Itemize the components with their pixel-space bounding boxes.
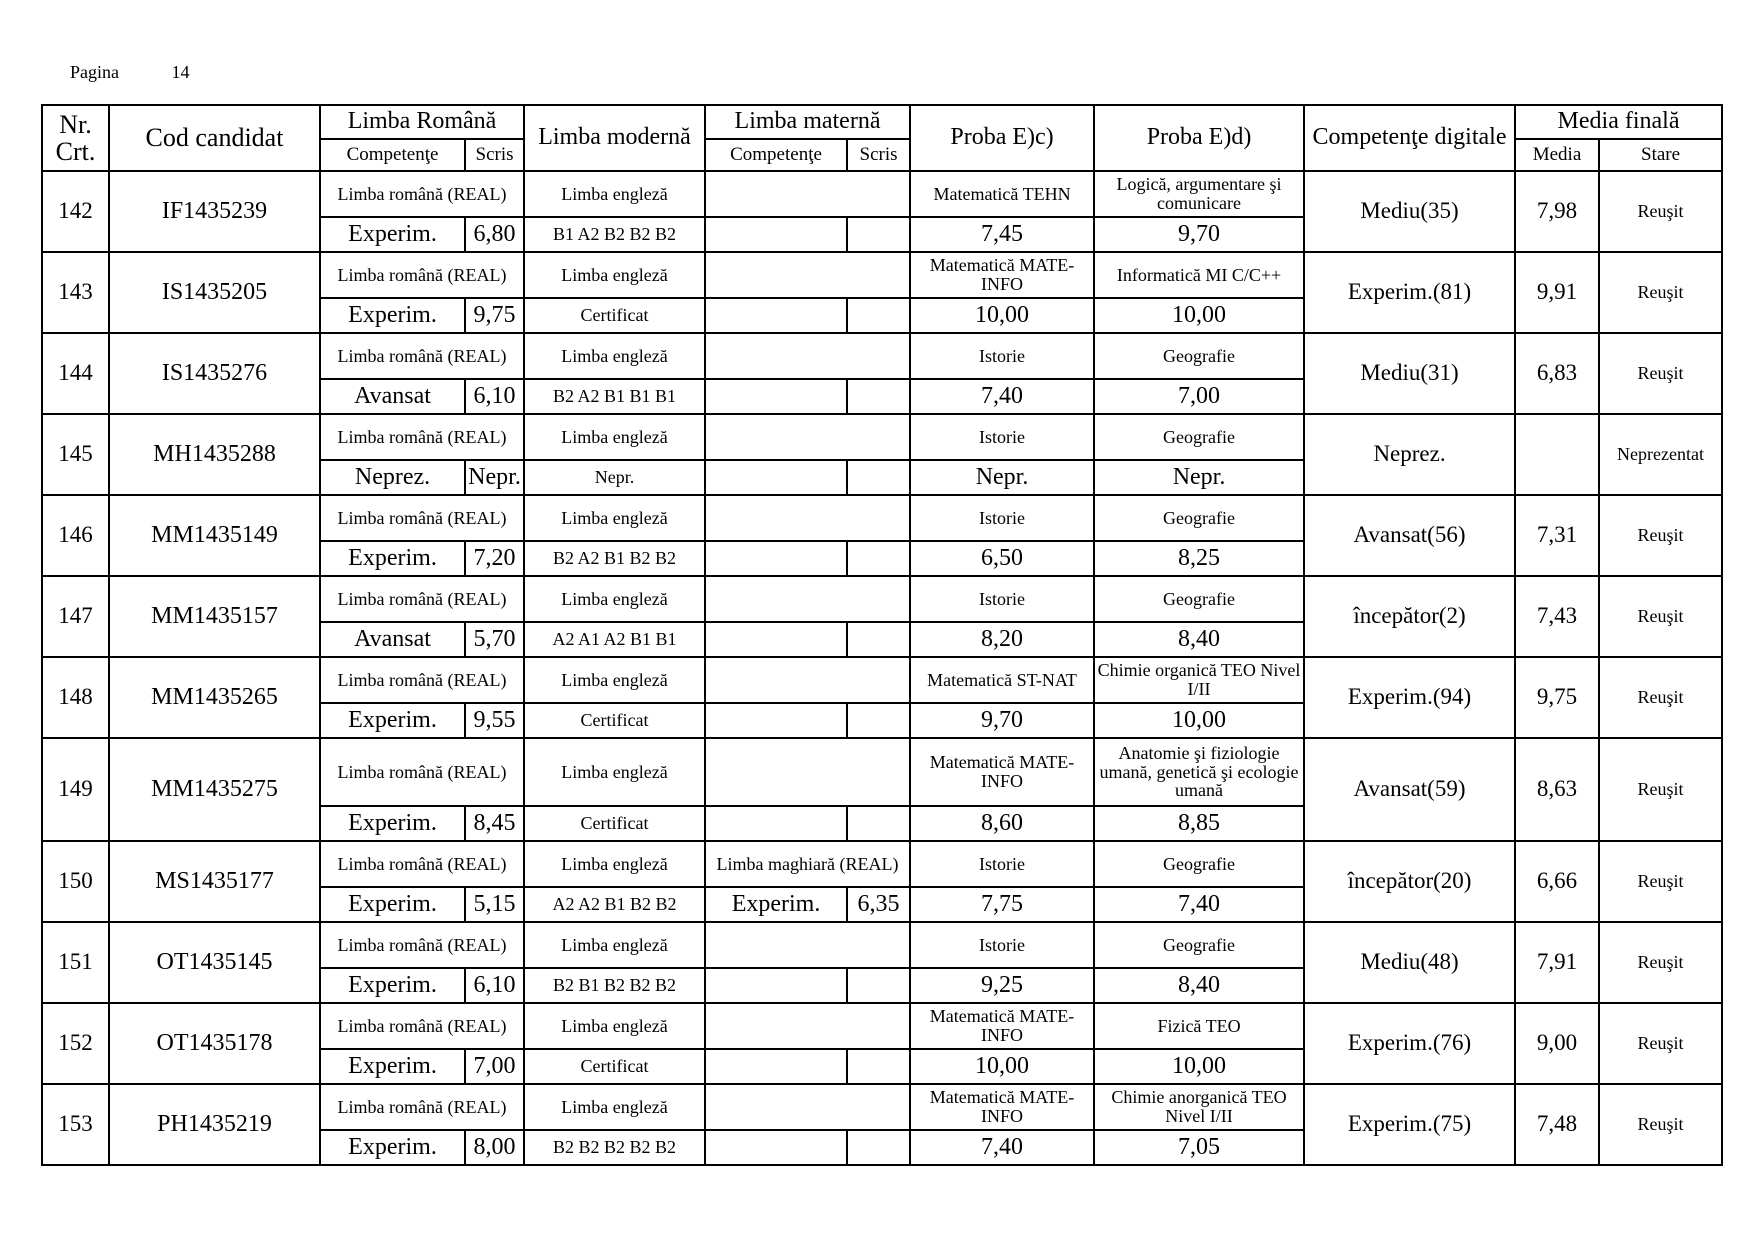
cell-competente-digitale: Mediu(35) [1304, 171, 1515, 252]
cell-lm-result: B2 B1 B2 B2 B2 [524, 968, 705, 1003]
cell-lm-result: Certificat [524, 1049, 705, 1084]
cell-lm-subject: Limba engleză [524, 171, 705, 217]
cell-ec-grade: 8,20 [910, 622, 1094, 657]
cell-mat-subject [705, 1084, 910, 1130]
cell-competente-digitale: începător(2) [1304, 576, 1515, 657]
cell-mat-subject [705, 333, 910, 379]
cell-stare: Reuşit [1599, 171, 1722, 252]
candidate-row [42, 841, 1722, 887]
cell-lm-subject: Limba engleză [524, 922, 705, 968]
candidate-row [42, 333, 1722, 379]
cell-mat-scris: 6,35 [847, 887, 910, 922]
cell-lm-subject: Limba engleză [524, 738, 705, 806]
cell-ed-subject: Anatomie şi fiziologie umană, genetică şi ecologie umană [1094, 738, 1304, 806]
cell-stare: Neprezentat [1599, 414, 1722, 495]
cell-lm-result: A2 A2 B1 B2 B2 [524, 887, 705, 922]
cell-ec-subject: Matematică MATE-INFO [910, 738, 1094, 806]
cell-ed-grade: Nepr. [1094, 460, 1304, 495]
cell-ro-subject: Limba română (REAL) [320, 738, 524, 806]
cell-media: 8,63 [1515, 738, 1599, 841]
cell-ro-competente: Experim. [320, 887, 465, 922]
cell-nr: 153 [42, 1084, 109, 1165]
header-mat-competente: Competenţe [705, 139, 847, 171]
header-mat-scris: Scris [847, 139, 910, 171]
cell-competente-digitale: Avansat(56) [1304, 495, 1515, 576]
cell-ed-subject: Chimie anorganică TEO Nivel I/II [1094, 1084, 1304, 1130]
cell-mat-competente [705, 298, 847, 333]
header-limba-materna: Limba maternă [705, 105, 910, 139]
cell-mat-scris [847, 379, 910, 414]
cell-ro-competente: Avansat [320, 622, 465, 657]
cell-ro-subject: Limba română (REAL) [320, 252, 524, 298]
cell-ro-subject: Limba română (REAL) [320, 333, 524, 379]
cell-cod-candidat: IF1435239 [109, 171, 320, 252]
cell-stare: Reuşit [1599, 738, 1722, 841]
header-cod-candidat: Cod candidat [109, 105, 320, 171]
cell-ro-subject: Limba română (REAL) [320, 414, 524, 460]
cell-mat-subject [705, 252, 910, 298]
cell-cod-candidat: IS1435205 [109, 252, 320, 333]
cell-mat-scris [847, 1130, 910, 1165]
table-body [42, 171, 1722, 1165]
candidate-row [42, 171, 1722, 217]
cell-ro-scris: 8,45 [465, 806, 524, 841]
cell-mat-competente [705, 379, 847, 414]
cell-ed-subject: Chimie organică TEO Nivel I/II [1094, 657, 1304, 703]
cell-ec-grade: 6,50 [910, 541, 1094, 576]
header-ro-competente: Competenţe [320, 139, 465, 171]
cell-lm-result: B2 B2 B2 B2 B2 [524, 1130, 705, 1165]
cell-ro-scris: 7,20 [465, 541, 524, 576]
header-competente-digitale: Competenţe digitale [1304, 105, 1515, 171]
candidate-row [42, 495, 1722, 541]
cell-lm-subject: Limba engleză [524, 576, 705, 622]
cell-nr: 151 [42, 922, 109, 1003]
cell-ed-grade: 8,85 [1094, 806, 1304, 841]
cell-ro-subject: Limba română (REAL) [320, 1003, 524, 1049]
cell-media [1515, 414, 1599, 495]
cell-mat-competente [705, 968, 847, 1003]
cell-ro-subject: Limba română (REAL) [320, 922, 524, 968]
cell-stare: Reuşit [1599, 495, 1722, 576]
cell-media: 9,75 [1515, 657, 1599, 738]
results-table [41, 104, 1723, 1166]
candidate-row [42, 576, 1722, 622]
cell-ro-subject: Limba română (REAL) [320, 576, 524, 622]
cell-lm-result: Certificat [524, 298, 705, 333]
cell-ro-competente: Experim. [320, 968, 465, 1003]
cell-ro-subject: Limba română (REAL) [320, 495, 524, 541]
cell-ed-grade: 8,40 [1094, 968, 1304, 1003]
cell-mat-competente [705, 622, 847, 657]
cell-cod-candidat: MM1435275 [109, 738, 320, 841]
cell-ro-scris: 5,15 [465, 887, 524, 922]
cell-ed-subject: Fizică TEO [1094, 1003, 1304, 1049]
cell-ed-subject: Geografie [1094, 495, 1304, 541]
cell-ro-competente: Experim. [320, 541, 465, 576]
cell-competente-digitale: Experim.(76) [1304, 1003, 1515, 1084]
cell-competente-digitale: începător(20) [1304, 841, 1515, 922]
cell-stare: Reuşit [1599, 333, 1722, 414]
header-limba-romana: Limba Română [320, 105, 524, 139]
cell-cod-candidat: IS1435276 [109, 333, 320, 414]
cell-lm-subject: Limba engleză [524, 414, 705, 460]
cell-competente-digitale: Experim.(81) [1304, 252, 1515, 333]
cell-competente-digitale: Neprez. [1304, 414, 1515, 495]
cell-lm-subject: Limba engleză [524, 333, 705, 379]
cell-lm-subject: Limba engleză [524, 1003, 705, 1049]
cell-ro-scris: 9,55 [465, 703, 524, 738]
cell-ed-grade: 7,00 [1094, 379, 1304, 414]
cell-ec-grade: 7,40 [910, 379, 1094, 414]
cell-ro-scris: 6,10 [465, 379, 524, 414]
cell-mat-competente: Experim. [705, 887, 847, 922]
table-header [42, 105, 1722, 171]
cell-lm-result: Nepr. [524, 460, 705, 495]
cell-stare: Reuşit [1599, 1003, 1722, 1084]
cell-ro-competente: Neprez. [320, 460, 465, 495]
candidate-row [42, 922, 1722, 968]
cell-lm-result: B2 A2 B1 B1 B1 [524, 379, 705, 414]
cell-mat-subject [705, 657, 910, 703]
cell-ro-scris: 7,00 [465, 1049, 524, 1084]
cell-mat-competente [705, 1049, 847, 1084]
cell-nr: 145 [42, 414, 109, 495]
cell-mat-competente [705, 703, 847, 738]
cell-lm-result: A2 A1 A2 B1 B1 [524, 622, 705, 657]
cell-ec-grade: 8,60 [910, 806, 1094, 841]
cell-mat-competente [705, 1130, 847, 1165]
candidate-row [42, 252, 1722, 298]
cell-media: 6,83 [1515, 333, 1599, 414]
cell-ec-grade: 7,40 [910, 1130, 1094, 1165]
cell-ed-subject: Informatică MI C/C++ [1094, 252, 1304, 298]
page-number: 14 [171, 62, 190, 82]
cell-ec-subject: Matematică MATE-INFO [910, 1003, 1094, 1049]
cell-ro-competente: Experim. [320, 298, 465, 333]
header-media: Media [1515, 139, 1599, 171]
cell-mat-competente [705, 460, 847, 495]
cell-ed-grade: 10,00 [1094, 298, 1304, 333]
cell-ro-subject: Limba română (REAL) [320, 171, 524, 217]
cell-lm-subject: Limba engleză [524, 495, 705, 541]
header-ro-scris: Scris [465, 139, 524, 171]
cell-mat-scris [847, 217, 910, 252]
cell-lm-result: Certificat [524, 806, 705, 841]
cell-ro-competente: Experim. [320, 703, 465, 738]
cell-ro-scris: Nepr. [465, 460, 524, 495]
page-header [70, 62, 190, 83]
cell-stare: Reuşit [1599, 576, 1722, 657]
header-proba-ed: Proba E)d) [1094, 105, 1304, 171]
cell-ec-subject: Istorie [910, 576, 1094, 622]
header-media-finala: Media finală [1515, 105, 1722, 139]
cell-nr: 146 [42, 495, 109, 576]
cell-ec-subject: Matematică TEHN [910, 171, 1094, 217]
cell-mat-subject: Limba maghiară (REAL) [705, 841, 910, 887]
cell-ed-grade: 8,40 [1094, 622, 1304, 657]
cell-media: 7,48 [1515, 1084, 1599, 1165]
cell-ro-scris: 6,80 [465, 217, 524, 252]
page-label: Pagina [70, 62, 119, 82]
header-stare: Stare [1599, 139, 1722, 171]
cell-mat-scris [847, 622, 910, 657]
cell-ed-grade: 10,00 [1094, 1049, 1304, 1084]
cell-ed-grade: 8,25 [1094, 541, 1304, 576]
cell-lm-result: B2 A2 B1 B2 B2 [524, 541, 705, 576]
cell-ro-competente: Experim. [320, 217, 465, 252]
cell-ro-competente: Experim. [320, 1049, 465, 1084]
cell-lm-result: B1 A2 B2 B2 B2 [524, 217, 705, 252]
cell-ed-grade: 9,70 [1094, 217, 1304, 252]
cell-mat-scris [847, 806, 910, 841]
header-proba-ec: Proba E)c) [910, 105, 1094, 171]
cell-lm-subject: Limba engleză [524, 1084, 705, 1130]
cell-nr: 152 [42, 1003, 109, 1084]
cell-ro-scris: 6,10 [465, 968, 524, 1003]
cell-nr: 150 [42, 841, 109, 922]
cell-ec-grade: 9,25 [910, 968, 1094, 1003]
cell-mat-scris [847, 703, 910, 738]
cell-ec-subject: Matematică MATE-INFO [910, 1084, 1094, 1130]
cell-mat-scris [847, 460, 910, 495]
cell-competente-digitale: Experim.(94) [1304, 657, 1515, 738]
candidate-row [42, 738, 1722, 806]
candidate-row [42, 414, 1722, 460]
cell-ec-subject: Istorie [910, 414, 1094, 460]
cell-competente-digitale: Mediu(48) [1304, 922, 1515, 1003]
cell-ec-grade: Nepr. [910, 460, 1094, 495]
candidate-row [42, 1003, 1722, 1049]
cell-media: 6,66 [1515, 841, 1599, 922]
cell-lm-subject: Limba engleză [524, 657, 705, 703]
cell-cod-candidat: MM1435149 [109, 495, 320, 576]
cell-nr: 147 [42, 576, 109, 657]
cell-ec-subject: Istorie [910, 841, 1094, 887]
cell-ed-subject: Geografie [1094, 576, 1304, 622]
cell-ro-scris: 5,70 [465, 622, 524, 657]
cell-mat-competente [705, 217, 847, 252]
cell-ec-grade: 7,45 [910, 217, 1094, 252]
cell-mat-subject [705, 922, 910, 968]
cell-stare: Reuşit [1599, 1084, 1722, 1165]
cell-mat-scris [847, 968, 910, 1003]
cell-ro-subject: Limba română (REAL) [320, 657, 524, 703]
cell-cod-candidat: MM1435265 [109, 657, 320, 738]
cell-ec-grade: 10,00 [910, 1049, 1094, 1084]
cell-mat-subject [705, 738, 910, 806]
cell-stare: Reuşit [1599, 922, 1722, 1003]
cell-ec-subject: Matematică ST-NAT [910, 657, 1094, 703]
cell-ed-subject: Geografie [1094, 414, 1304, 460]
cell-mat-scris [847, 298, 910, 333]
cell-media: 9,91 [1515, 252, 1599, 333]
cell-stare: Reuşit [1599, 841, 1722, 922]
cell-ec-subject: Istorie [910, 333, 1094, 379]
cell-mat-scris [847, 541, 910, 576]
cell-ec-grade: 7,75 [910, 887, 1094, 922]
header-nr-crt: Nr. Crt. [42, 105, 109, 171]
cell-competente-digitale: Avansat(59) [1304, 738, 1515, 841]
cell-ro-scris: 9,75 [465, 298, 524, 333]
cell-mat-subject [705, 1003, 910, 1049]
cell-media: 9,00 [1515, 1003, 1599, 1084]
cell-mat-subject [705, 576, 910, 622]
header-limba-moderna: Limba modernă [524, 105, 705, 171]
cell-ed-subject: Logică, argumentare şi comunicare [1094, 171, 1304, 217]
cell-ed-subject: Geografie [1094, 841, 1304, 887]
cell-ed-grade: 7,05 [1094, 1130, 1304, 1165]
cell-ro-subject: Limba română (REAL) [320, 1084, 524, 1130]
cell-media: 7,31 [1515, 495, 1599, 576]
cell-stare: Reuşit [1599, 657, 1722, 738]
cell-media: 7,98 [1515, 171, 1599, 252]
cell-cod-candidat: MS1435177 [109, 841, 320, 922]
cell-mat-subject [705, 414, 910, 460]
cell-mat-subject [705, 495, 910, 541]
cell-mat-competente [705, 541, 847, 576]
cell-lm-result: Certificat [524, 703, 705, 738]
cell-cod-candidat: OT1435145 [109, 922, 320, 1003]
candidate-row [42, 657, 1722, 703]
cell-ro-competente: Experim. [320, 1130, 465, 1165]
cell-mat-subject [705, 171, 910, 217]
cell-ed-subject: Geografie [1094, 922, 1304, 968]
cell-nr: 144 [42, 333, 109, 414]
cell-cod-candidat: MH1435288 [109, 414, 320, 495]
cell-competente-digitale: Mediu(31) [1304, 333, 1515, 414]
cell-mat-scris [847, 1049, 910, 1084]
cell-ec-subject: Istorie [910, 922, 1094, 968]
cell-nr: 142 [42, 171, 109, 252]
cell-nr: 149 [42, 738, 109, 841]
cell-ed-subject: Geografie [1094, 333, 1304, 379]
cell-competente-digitale: Experim.(75) [1304, 1084, 1515, 1165]
cell-cod-candidat: PH1435219 [109, 1084, 320, 1165]
cell-lm-subject: Limba engleză [524, 252, 705, 298]
cell-mat-competente [705, 806, 847, 841]
cell-ro-competente: Avansat [320, 379, 465, 414]
cell-nr: 143 [42, 252, 109, 333]
cell-nr: 148 [42, 657, 109, 738]
cell-ec-subject: Matematică MATE-INFO [910, 252, 1094, 298]
cell-ro-competente: Experim. [320, 806, 465, 841]
cell-media: 7,43 [1515, 576, 1599, 657]
cell-ed-grade: 10,00 [1094, 703, 1304, 738]
candidate-row [42, 1084, 1722, 1130]
cell-stare: Reuşit [1599, 252, 1722, 333]
cell-ro-scris: 8,00 [465, 1130, 524, 1165]
cell-ro-subject: Limba română (REAL) [320, 841, 524, 887]
cell-ec-subject: Istorie [910, 495, 1094, 541]
cell-cod-candidat: MM1435157 [109, 576, 320, 657]
cell-ec-grade: 10,00 [910, 298, 1094, 333]
cell-lm-subject: Limba engleză [524, 841, 705, 887]
cell-cod-candidat: OT1435178 [109, 1003, 320, 1084]
cell-ec-grade: 9,70 [910, 703, 1094, 738]
cell-ed-grade: 7,40 [1094, 887, 1304, 922]
cell-media: 7,91 [1515, 922, 1599, 1003]
